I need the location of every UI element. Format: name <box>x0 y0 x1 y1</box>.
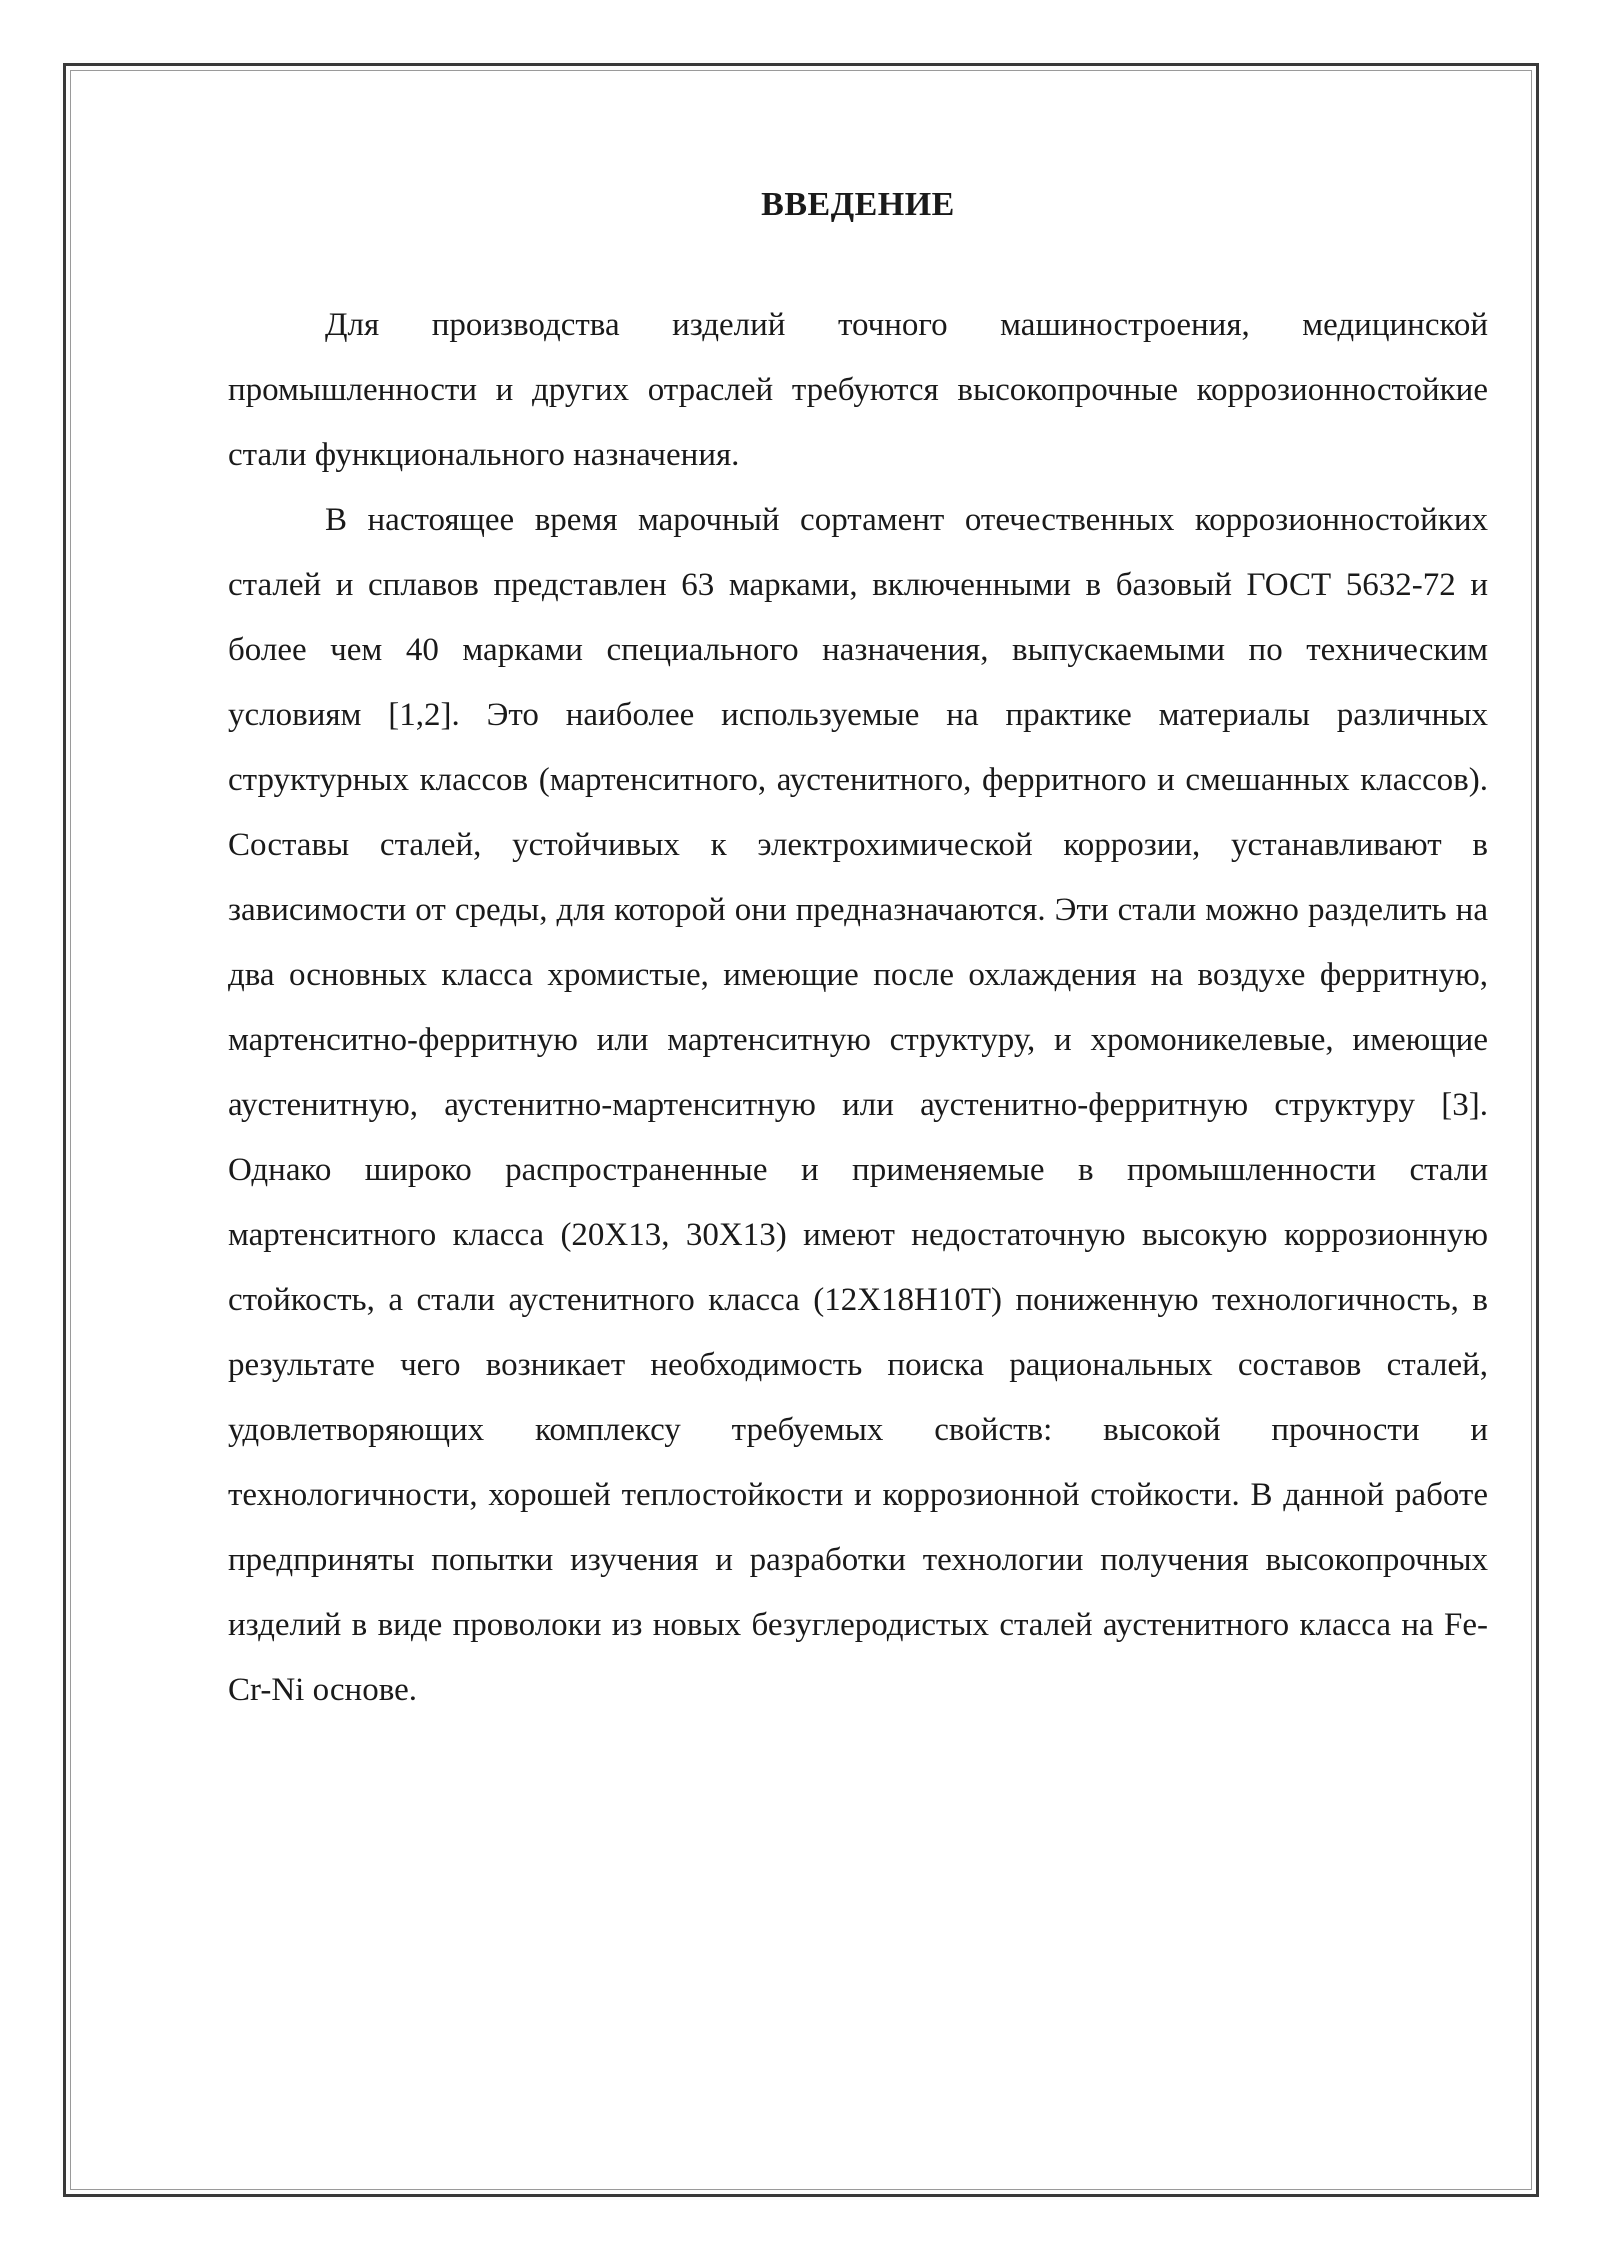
body-text <box>228 293 1488 1723</box>
paragraph-2: В настоящее время марочный сортамент отечественных коррозионностойких сталей и сплавов представлен 63 марками, включенными в базовый ГОСТ 5632-72 и более чем 40 марками специального назначения, выпускаемыми по техническим условиям [1,2]. Это наиболее используемые на практике материалы различных структурных классов (мартенситного, аустенитного, ферритного и смешанных классов). Составы сталей, устойчивых к электрохимической коррозии, устанавливают в зависимости от среды, для которой они предназначаются. Эти стали можно разделить на два основных класса хромистые, имеющие после охлаждения на воздухе ферритную, мартенситно-ферритную или мартенситную структуру, и хромоникелевые, имеющие аустенитную, аустенитно-мартенситную или аустенитно-ферритную структуру [3]. Однако широко распространенные и применяемые в промышленности стали мартенситного класса (20Х13, 30Х13) имеют недостаточную высокую коррозионную стойкость, а стали аустенитного класса (12Х18Н10Т) пониженную технологичность, в результате чего возникает необходимость поиска рациональных составов сталей, удовлетворяющих комплексу требуемых свойств: высокой прочности и технологичности, хорошей теплостойкости и коррозионной стойкости. В данной работе предприняты попытки изучения и разработки технологии получения высокопрочных изделий в виде проволоки из новых безуглеродистых сталей аустенитного класса на Fe-Cr-Ni основе. <box>228 502 1488 1708</box>
document-title: ВВЕДЕНИЕ <box>761 186 955 223</box>
paragraph-1: Для производства изделий точного машиностроения, медицинской промышленности и других отраслей требуются высокопрочные коррозионностойкие стали функционального назначения. <box>228 307 1488 473</box>
document-body <box>228 175 1488 1723</box>
